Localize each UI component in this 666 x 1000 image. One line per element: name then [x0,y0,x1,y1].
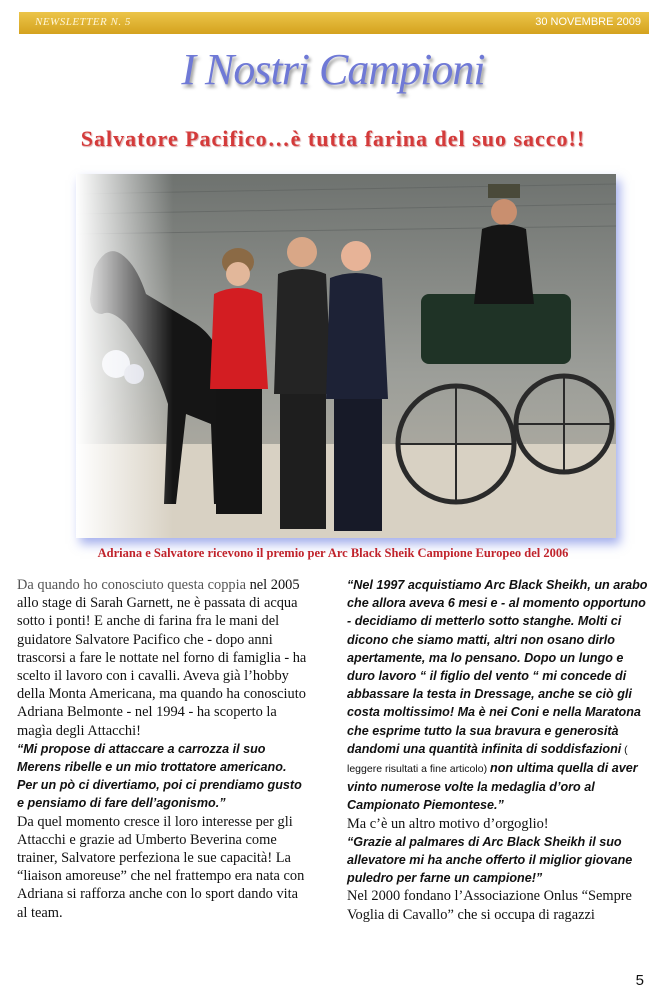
newsletter-number: NEWSLETTER N. 5 [35,16,131,28]
issue-date: 30 NOVEMBRE 2009 [535,16,641,28]
header-bar [19,12,649,34]
paragraph-association: Nel 2000 fondano l’Associazione Onlus “Sempre Voglia di Cavallo” che si occupa di ragazzi [347,888,632,923]
intro-lead: Da quando ho conosciuto questa coppia [17,577,250,593]
paragraph-intro [17,576,309,740]
quote-part-1: “Nel 1997 acquistiamo Arc Black Sheikh, un arabo che allora aveva 6 mesi e - al momento opportuno - decidiamo di metterlo sotto stanghe. Molti ci dicono che siamo matti, altri non osano dirlo apertamente, ma lo pensano. Dopo un lungo e duro lavoro “ il figlio del vento “ mi concede di abbassare la testa in Dressage, anche se ciò gli costa moltissimo! Ma è nei Coni e nella Maratona che esprime tutto la sua bravura e generosità dandomi una quantità infinita di soddisfazioni [347,578,648,756]
photo-illustration [76,174,616,538]
quote-breeder: “Grazie al palmares di Arc Black Sheikh il suo allevatore mi ha anche offerto il miglior giovane puledro per farne un campione!” [347,834,633,886]
left-column [17,576,309,922]
article-headline: Salvatore Pacifico…è tutta farina del suo sacco!! [80,126,586,151]
article-photo [76,174,616,538]
results-note: ( leggere risultati a fine articolo) [347,743,628,776]
quote-part-2: non ultima quella di aver vinto numerose volte la medaglia d’oro al Campionato Piemontese.” [347,761,638,813]
section-title: I Nostri Campioni [181,45,485,94]
paragraph-team: Da quel momento cresce il loro interesse per gli Attacchi e grazie ad Umberto Beverina come trainer, Salvatore perfeziona le sue capacità! La “liaison amoreuse” che nel frattempo era nata con Adriana si rafforza anche con lo sport dando vita al team. [17,813,305,921]
quote-merens: “Mi propose di attaccare a carrozza il suo Merens ribelle e un mio trottatore americano. Per un pò ci divertiamo, poi ci prendiamo gusto e pensiamo di fare dell’agonismo.” [17,741,302,811]
quote-arc-black-sheikh [347,576,649,815]
page-number: 5 [635,972,644,989]
photo-caption: Adriana e Salvatore ricevono il premio per Arc Black Sheik Campione Europeo del 2006 [97,546,569,560]
intro-text: nel 2005 allo stage di Sarah Garnett, ne è passata di acqua sotto i ponti! E anche di farina fra le mani del guidatore Salvatore Pacifico che - dopo anni trascorsi a fare le nottate nel forno di famiglia - ha scelto il lavoro con i cavalli. Aveva già l’hobby della Monta Americana, ma quando ha conosciuto Adriana Belmonte - nel 1994 - ha scoperto la magìa degli Attacchi! [17,577,307,739]
paragraph-pride: Ma c’è un altro motivo d’orgoglio! [347,815,549,832]
right-column [347,576,649,924]
